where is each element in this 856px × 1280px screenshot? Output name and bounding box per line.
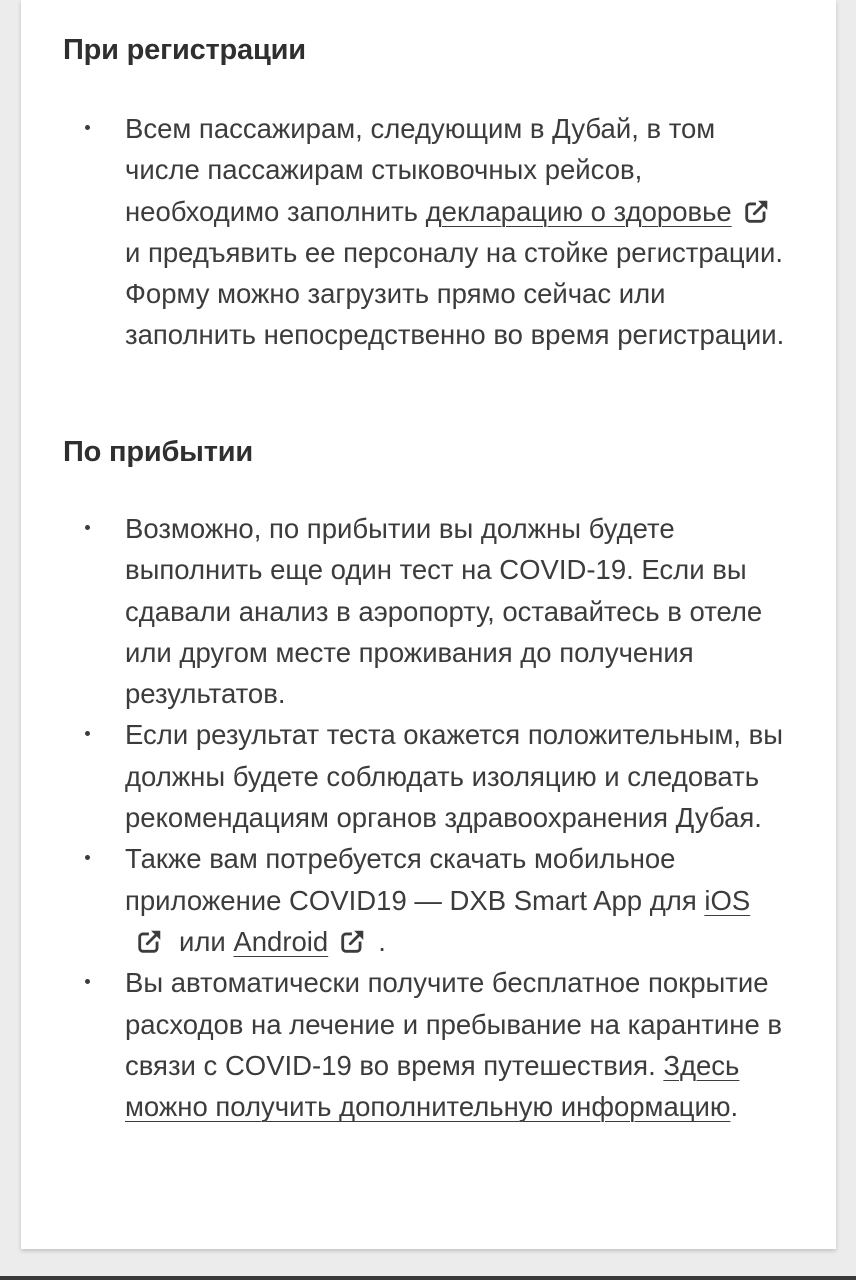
item-text: Также вам потребуется скачать мобильное приложение COVID19 — DXB Smart App для (125, 843, 705, 916)
section-heading-arrival: По прибытии (63, 436, 254, 468)
external-link-icon[interactable] (137, 928, 163, 954)
check-in-list (21, 108, 836, 356)
bullet-dot (85, 855, 90, 860)
item-text: Всем пассажирам, следующим в Дубай, в том числе пассажирам стыковочных рейсов, необходимо заполнить (125, 113, 716, 227)
list-item (21, 962, 836, 1127)
item-text-after: . (378, 925, 386, 957)
item-text: Возможно, по прибытии вы должны будете выполнить еще один тест на COVID-19. Если вы сдавали анализ в аэропорту, оставайтесь в отеле или другом месте проживания до получения результатов. (125, 513, 763, 710)
health-declaration-link[interactable]: декларацию о здоровье (425, 195, 732, 227)
section-heading-check-in: При регистрации (63, 34, 306, 66)
ios-app-link[interactable]: iOS (704, 884, 751, 916)
info-card (21, 0, 836, 1249)
bullet-dot (85, 979, 90, 984)
external-link-icon[interactable] (744, 198, 770, 224)
list-item (21, 108, 836, 356)
list-item (21, 508, 836, 714)
external-link-icon[interactable] (340, 928, 366, 954)
item-text-after: . (730, 1091, 739, 1123)
item-text: Если результат теста окажется положительным, вы должны будете соблюдать изоляцию и следовать рекомендациям органов здравоохранения Дубая. (125, 719, 784, 834)
bottom-divider (0, 1276, 856, 1280)
list-item (21, 838, 836, 962)
bullet-dot (85, 125, 90, 130)
list-item (21, 714, 836, 838)
bullet-dot (85, 525, 90, 530)
bullet-dot (85, 731, 90, 736)
item-text-after: и предъявить ее персоналу на стойке регистрации. Форму можно загрузить прямо сейчас или заполнить непосредственно во время регистрации. (125, 236, 785, 351)
arrival-list (21, 508, 836, 1127)
item-text: Вы автоматически получите бесплатное покрытие расходов на лечение и пребывание на карантине в связи с COVID-19 во время путешествия. (125, 967, 782, 1081)
item-text-mid: или (179, 925, 234, 957)
android-app-link[interactable]: Android (233, 925, 329, 957)
more-info-link[interactable]: Здесь можно получить дополнительную информацию (125, 1049, 740, 1123)
